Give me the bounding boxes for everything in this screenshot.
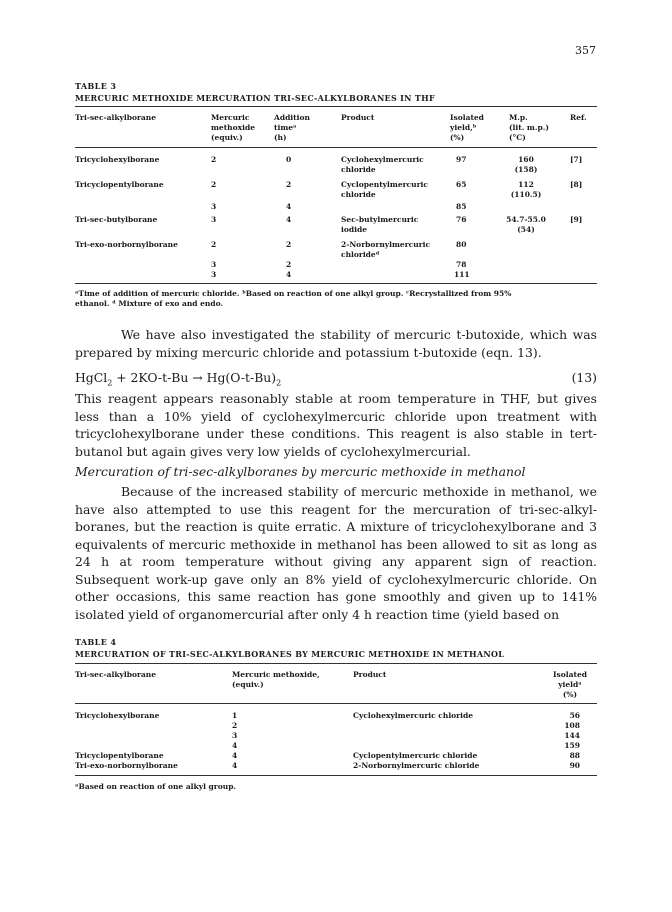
t3-row7-equiv: 3: [211, 270, 217, 279]
page-number: 357: [575, 44, 596, 57]
table3-title: MERCURIC METHOXIDE MERCURATION TRI-SEC-ALKYLBORANES IN THF: [75, 93, 435, 103]
table3-header-rule: [75, 147, 597, 148]
table3-top-rule: [75, 106, 597, 107]
eqn-rest: + 2KO-t-Bu → Hg(O-t-Bu): [112, 370, 277, 385]
t3-row2-time: 2: [286, 180, 292, 189]
t4-row2-yield: 108: [564, 721, 580, 730]
table4-bottom-rule: [75, 775, 597, 776]
t3-header-yield-1: Isolated: [450, 113, 484, 122]
eqn-sub-1: 2: [107, 378, 113, 388]
t4-footnote: ᵃBased on reaction of one alkyl group.: [75, 782, 237, 791]
t3-header-yield-3: (%): [450, 133, 465, 142]
eqn-sub-2: 2: [276, 378, 282, 388]
t4-row6-borane: Tri-exo-norbornylborane: [75, 761, 178, 770]
t3-row4-borane: Tri-sec-butylborane: [75, 215, 158, 224]
t3-row5-product-1: 2-Norbornylmercuric: [341, 240, 431, 249]
t3-row1-product-2: chloride: [341, 165, 376, 174]
t3-row2-yield: 65: [456, 180, 467, 189]
t3-header-mp-2: (lit. m.p.): [509, 123, 549, 132]
t3-header-borane: Tri-sec-alkylborane: [75, 113, 157, 122]
t3-row4-product-1: Sec-butylmercuric: [341, 215, 419, 224]
t3-header-ref: Ref.: [570, 113, 587, 122]
t4-row1-equiv: 1: [232, 711, 238, 720]
t4-row5-equiv: 4: [232, 751, 238, 760]
t3-row2-ref: [8]: [570, 180, 583, 189]
t3-row2-mp-1: 112: [518, 180, 534, 189]
paragraph-1: We have also investigated the stability of mercuric t-butoxide, which was prepared by mixing mercuric chloride and potassium t-butoxide (eqn. 13).: [75, 327, 597, 360]
t3-row4-time: 4: [286, 215, 292, 224]
t3-row2-equiv: 2: [211, 180, 217, 189]
t3-row4-yield: 76: [456, 215, 467, 224]
t4-header-borane: Tri-sec-alkylborane: [75, 670, 157, 679]
t4-row1-borane: Tricyclohexylborane: [75, 711, 160, 720]
t3-header-time-3: (h): [274, 133, 287, 142]
t4-row5-product: Cyclopentylmercuric chloride: [353, 751, 478, 760]
t4-row6-equiv: 4: [232, 761, 238, 770]
t3-row2-borane: Tricyclopentylborane: [75, 180, 164, 189]
table4-label: TABLE 4: [75, 637, 117, 647]
table4-title: MERCURATION OF TRI-SEC-ALKYLBORANES BY MERCURIC METHOXIDE IN METHANOL: [75, 649, 505, 659]
t3-row1-borane: Tricyclohexylborane: [75, 155, 160, 164]
t3-header-equiv-2: methoxide: [211, 123, 255, 132]
paragraph-3: Because of the increased stability of mercuric methoxide in methanol, we have also attempted to use this reagent for the mercuration of tri-sec-alkyl-boranes, but the reaction is quite erratic. A mixture of tricyclohexylborane and 3 equivalents of mercuric methoxide in methanol has been allowed to sit as long as 24 h at room temperature without giving any apparent sign of reaction. Subsequent work-up gave only an 8% yield of cyclohexylmercuric chloride. On other occasions, this same reaction has gone smoothly and given up to 141% isolated yield of organomercurial after only 4 h reaction time (yield based on: [75, 484, 597, 622]
t3-header-equiv-3: (equiv.): [211, 133, 243, 142]
t4-row2-equiv: 2: [232, 721, 238, 730]
t3-row2-product-1: Cyclopentylmercuric: [341, 180, 428, 189]
t4-row5-yield: 88: [569, 751, 580, 760]
t3-row6-yield: 78: [456, 260, 467, 269]
t3-row4-product-2: iodide: [341, 225, 367, 234]
t4-header-equiv-2: (equiv.): [232, 680, 264, 689]
t3-row4-mp-2: (54): [517, 225, 535, 234]
eqn-reactant: HgCl: [75, 370, 108, 385]
t3-row6-time: 2: [286, 260, 292, 269]
t4-row6-product: 2-Norbornylmercuric chloride: [353, 761, 480, 770]
table4-top-rule: [75, 663, 597, 664]
t3-footnote-2: ethanol. ᵈ Mixture of exo and endo.: [75, 299, 224, 308]
t3-row6-equiv: 3: [211, 260, 217, 269]
t4-header-yield-2: yieldᵃ: [558, 680, 582, 689]
equation-number: (13): [571, 370, 597, 385]
t3-footnote-1: ᵃTime of addition of mercuric chloride. ᵇBased on reaction of one alkyl group. ᶜRecrystallized from 95%: [75, 289, 512, 298]
t3-row1-time: 0: [286, 155, 292, 164]
t3-row5-borane: Tri-exo-norbornylborane: [75, 240, 178, 249]
t3-header-time-1: Addition: [274, 113, 310, 122]
t3-row2-product-2: chloride: [341, 190, 376, 199]
t3-row5-time: 2: [286, 240, 292, 249]
t3-row5-product-2: chlorideᵈ: [341, 250, 380, 259]
t4-row6-yield: 90: [569, 761, 580, 770]
t4-row5-borane: Tricyclopentylborane: [75, 751, 164, 760]
section-subheading: Mercuration of tri-sec-alkylboranes by mercuric methoxide in methanol: [75, 464, 526, 479]
t4-header-yield-3: (%): [562, 690, 578, 699]
t3-row5-equiv: 2: [211, 240, 217, 249]
t3-row7-yield: 111: [454, 270, 470, 279]
equation-13: [75, 370, 597, 387]
paragraph-2: This reagent appears reasonably stable at room temperature in THF, but gives less than a 10% yield of cyclohexylmercuric chloride upon treatment with tricyclohexylborane under these conditions. This reagent is also stable in tert-butanol but again gives very low yields of cyclohexylmercurial.: [75, 391, 597, 459]
t3-row3-equiv: 3: [211, 202, 217, 211]
t3-header-product: Product: [341, 113, 375, 122]
t4-row1-yield: 56: [569, 711, 580, 720]
t4-header-equiv-1: Mercuric methoxide,: [232, 670, 320, 679]
t4-row4-yield: 159: [564, 741, 580, 750]
t4-header-yield-1: Isolated: [553, 670, 587, 679]
t3-row1-mp-2: (158): [514, 165, 538, 174]
t3-row4-mp-1: 54.7-55.0: [506, 215, 546, 224]
t3-row5-yield: 80: [456, 240, 467, 249]
t4-row4-equiv: 4: [232, 741, 238, 750]
table4-header-rule: [75, 703, 597, 704]
t3-row3-time: 4: [286, 202, 292, 211]
t4-row3-yield: 144: [564, 731, 580, 740]
t4-row3-equiv: 3: [232, 731, 238, 740]
t3-header-mp-3: (°C): [509, 133, 526, 142]
t3-header-yield-2: yield,ᵇ: [450, 123, 477, 132]
t4-row1-product: Cyclohexylmercuric chloride: [353, 711, 473, 720]
t3-row1-equiv: 2: [211, 155, 217, 164]
t3-header-equiv-1: Mercuric: [211, 113, 250, 122]
t3-row1-yield: 97: [456, 155, 467, 164]
t3-row1-mp-1: 160: [518, 155, 534, 164]
t3-header-time-2: timeᵃ: [274, 123, 297, 132]
t4-header-product: Product: [353, 670, 387, 679]
t3-header-mp-1: M.p.: [509, 113, 528, 122]
t3-row4-ref: [9]: [570, 215, 583, 224]
t3-row7-time: 4: [286, 270, 292, 279]
t3-row1-ref: [7]: [570, 155, 583, 164]
table3-label: TABLE 3: [75, 81, 117, 91]
t3-row1-product-1: Cyclohexylmercuric: [341, 155, 424, 164]
t3-row3-yield: 85: [456, 202, 467, 211]
t3-row4-equiv: 3: [211, 215, 217, 224]
t3-row2-mp-2: (110.5): [510, 190, 542, 199]
table3-bottom-rule: [75, 283, 597, 284]
